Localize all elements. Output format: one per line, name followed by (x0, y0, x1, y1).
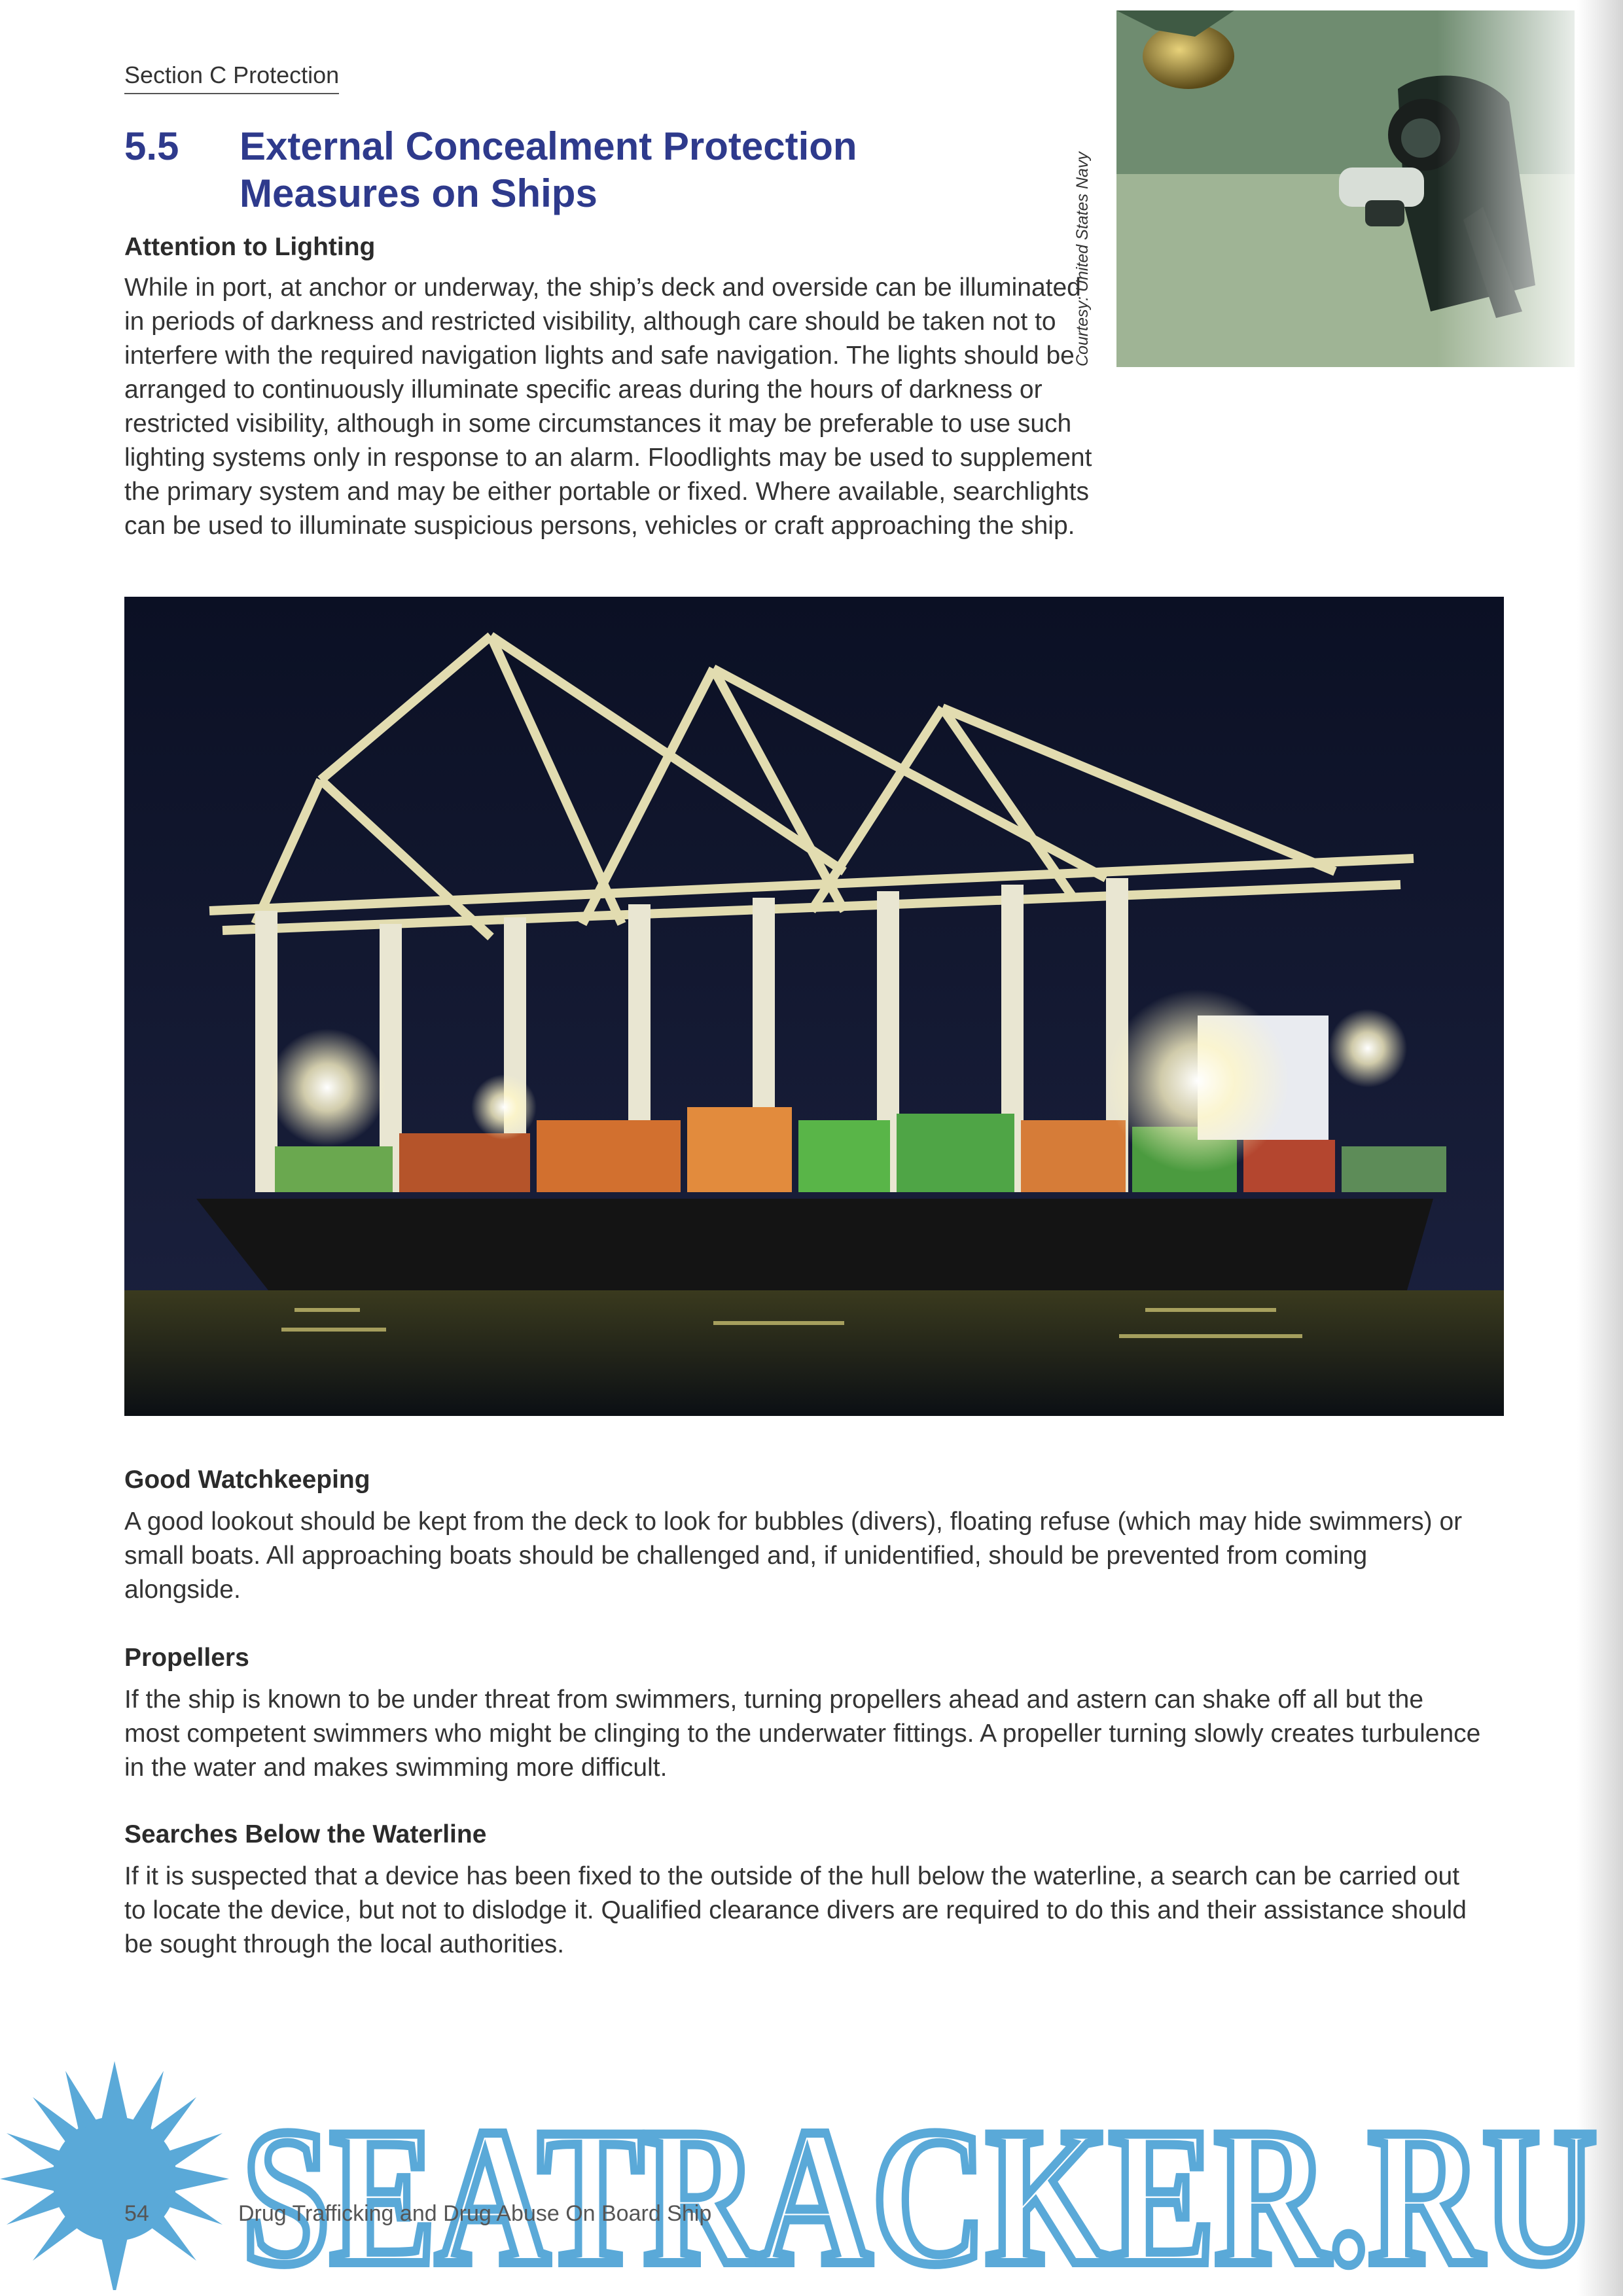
sun-burst-logo (0, 2061, 229, 2290)
photo-credit: Courtesy: United States Navy (1073, 152, 1092, 366)
watermark (0, 2055, 1623, 2290)
paragraph-propellers: If the ship is known to be under threat from swimmers, turning propellers ahead and astern can shake off all but the most competent swimmers who might be clinging to the underwater fittings. A propeller turning slowly creates turbulence in the water and makes swimming more difficult. (124, 1686, 1481, 1782)
heading-attention-to-lighting: Attention to Lighting (124, 233, 376, 261)
watermark-text: SEATRACKER.RU (242, 2088, 1597, 2290)
heading-propellers: Propellers (124, 1644, 249, 1672)
container-port-photo (124, 597, 1504, 1416)
scan-edge-shadow (1577, 0, 1623, 2296)
lighting-paragraph: While in port, at anchor or underway, the ship’s deck and overside can be illuminated in periods of darkness and restricted visibility, although care should be taken not to interfere with the required navigation lights and safe navigation. The lights should be arranged to continuously illuminate specific areas during the hours of darkness or restricted visibility, although in some circumstances it may be preferable to use such lighting systems only in response to an alarm. Floodlights may be used to supplement the primary system and may be either portable or fixed. Where available, searchlights can be used to illuminate suspicious persons, vehicles or craft approaching the ship. (124, 274, 1092, 540)
diver-photo (1116, 10, 1575, 367)
port-illustration (124, 597, 1504, 1416)
paragraph-lighting-part1 (124, 271, 1093, 543)
section-title: External Concealment Protection Measures on Ships (240, 124, 857, 215)
section-number: 5.5 (124, 124, 179, 168)
footer-page-number: 54 (124, 2201, 149, 2226)
heading-searches-below-waterline: Searches Below the Waterline (124, 1820, 487, 1848)
paragraph-searches: If it is suspected that a device has been fixed to the outside of the hull below the waterline, a search can be carried out to locate the device, but not to dislodge it. Qualified clearance divers are required to do this and their assistance should be sought through the local authorities. (124, 1862, 1467, 1958)
paragraph-watchkeeping: A good lookout should be kept from the deck to look for bubbles (divers), floating refuse (which may hide swimmers) or small boats. All approaching boats should be challenged and, if unidentified, should be prevented from coming alongside. (124, 1508, 1463, 1604)
section-label: Section C Protection (124, 62, 339, 94)
diver-illustration (1116, 10, 1575, 367)
footer-book-title: Drug Trafficking and Drug Abuse On Board Ship (238, 2201, 712, 2226)
heading-good-watchkeeping: Good Watchkeeping (124, 1466, 370, 1494)
